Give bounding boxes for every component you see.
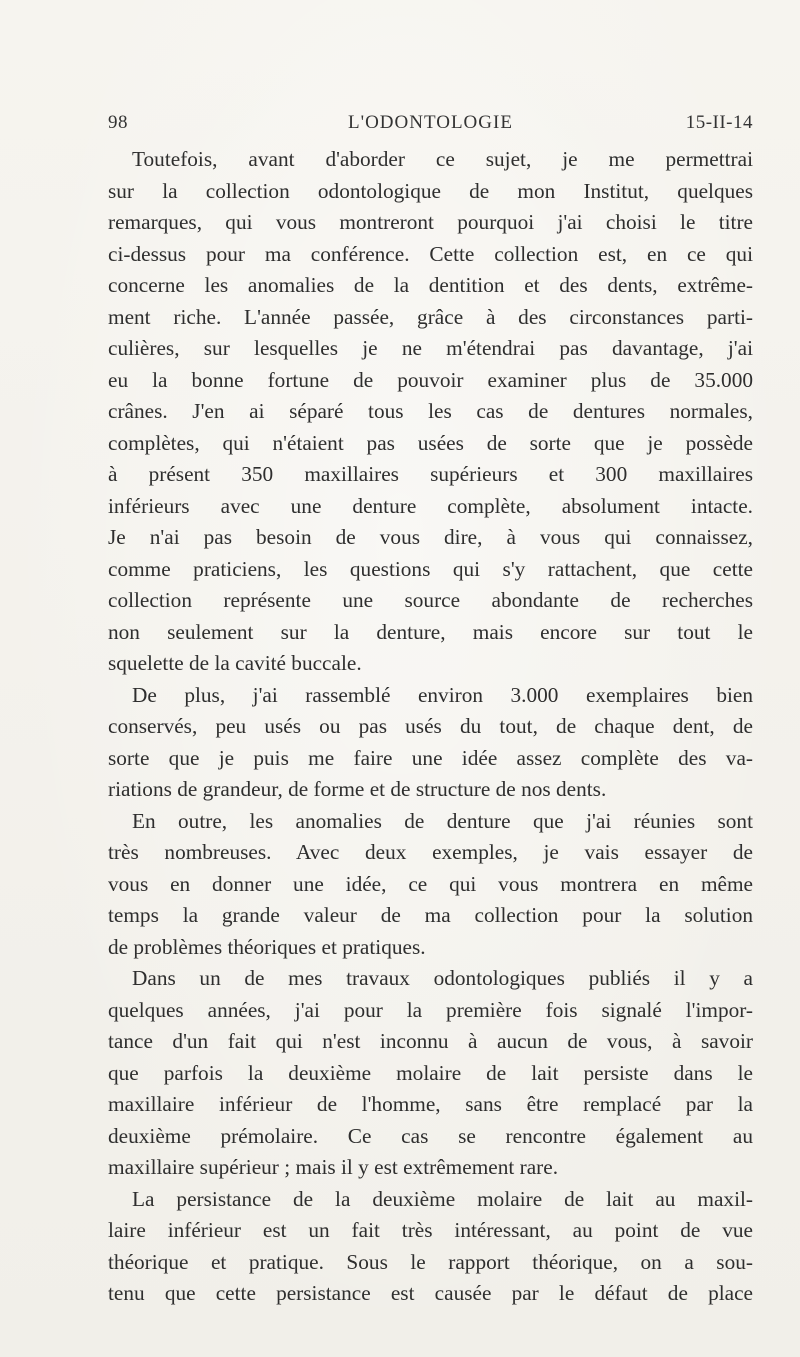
body-text xyxy=(108,144,753,1310)
text-line: Je n'ai pas besoin de vous dire, à vous qui connaissez, xyxy=(108,525,753,549)
text-line: riations de grandeur, de forme et de structure de nos dents. xyxy=(108,777,607,801)
text-line: théorique et pratique. Sous le rapport théorique, on a sou- xyxy=(108,1249,753,1274)
text-line: eu la bonne fortune de pouvoir examiner plus de 35.000 xyxy=(108,367,753,392)
paragraph xyxy=(108,680,753,806)
text-line: tenu que cette persistance est causée par le défaut de place xyxy=(108,1281,753,1305)
running-header xyxy=(108,112,753,138)
text-line: concerne les anomalies de la dentition et des dents, extrême- xyxy=(108,273,753,297)
paragraph xyxy=(108,1184,753,1310)
text-line: temps la grande valeur de ma collection pour la solution xyxy=(108,903,753,927)
paragraph xyxy=(108,963,753,1184)
text-line: ci-dessus pour ma conférence. Cette collection est, en ce qui xyxy=(108,241,753,266)
text-line: ment riche. L'année passée, grâce à des circonstances parti- xyxy=(108,304,753,329)
text-line: La persistance de la deuxième molaire de lait au maxil- xyxy=(132,1186,753,1211)
text-line: culières, sur lesquelles je ne m'étendrai pas davantage, j'ai xyxy=(108,336,753,360)
text-line: vous en donner une idée, ce qui vous montrera en même xyxy=(108,871,753,896)
issue-date: 15-II-14 xyxy=(685,112,753,133)
text-line: remarques, qui vous montreront pourquoi j'ai choisi le titre xyxy=(108,210,753,234)
paragraph xyxy=(108,144,753,680)
text-line: de problèmes théoriques et pratiques. xyxy=(108,934,426,959)
text-line: collection représente une source abondante de recherches xyxy=(108,588,753,612)
text-line: quelques années, j'ai pour la première fois signalé l'impor- xyxy=(108,997,753,1022)
text-line: maxillaire supérieur ; mais il y est extrêmement rare. xyxy=(108,1155,559,1179)
text-line: inférieurs avec une denture complète, absolument intacte. xyxy=(108,493,753,518)
text-line: tance d'un fait qui n'est inconnu à aucun de vous, à savoir xyxy=(108,1029,753,1053)
text-line: En outre, les anomalies de denture que j'ai réunies sont xyxy=(132,808,753,833)
text-line: à présent 350 maxillaires supérieurs et 300 maxillaires xyxy=(108,462,753,486)
text-line: Dans un de mes travaux odontologiques publiés il y a xyxy=(132,966,753,990)
text-line: complètes, qui n'étaient pas usées de sorte que je possède xyxy=(108,430,753,455)
text-line: deuxième prémolaire. Ce cas se rencontre également au xyxy=(108,1123,753,1148)
text-line: De plus, j'ai rassemblé environ 3.000 exemplaires bien xyxy=(132,682,753,707)
text-line: très nombreuses. Avec deux exemples, je vais essayer de xyxy=(108,840,753,864)
page-number: 98 xyxy=(108,112,128,133)
text-line: comme praticiens, les questions qui s'y rattachent, que cette xyxy=(108,556,753,581)
text-line: laire inférieur est un fait très intéressant, au point de vue xyxy=(108,1218,753,1242)
text-line: crânes. J'en ai séparé tous les cas de dentures normales, xyxy=(108,399,753,423)
text-line: sur la collection odontologique de mon Institut, quelques xyxy=(108,178,753,203)
text-line: que parfois la deuxième molaire de lait persiste dans le xyxy=(108,1060,753,1085)
paragraph xyxy=(108,806,753,964)
text-line: maxillaire inférieur de l'homme, sans être remplacé par la xyxy=(108,1092,753,1116)
journal-title: L'ODONTOLOGIE xyxy=(348,112,513,133)
text-line: squelette de la cavité buccale. xyxy=(108,651,362,675)
text-line: conservés, peu usés ou pas usés du tout, de chaque dent, de xyxy=(108,714,753,738)
text-line: sorte que je puis me faire une idée assez complète des va- xyxy=(108,745,753,770)
text-line: non seulement sur la denture, mais encore sur tout le xyxy=(108,619,753,644)
text-line: Toutefois, avant d'aborder ce sujet, je me permettrai xyxy=(132,147,753,171)
